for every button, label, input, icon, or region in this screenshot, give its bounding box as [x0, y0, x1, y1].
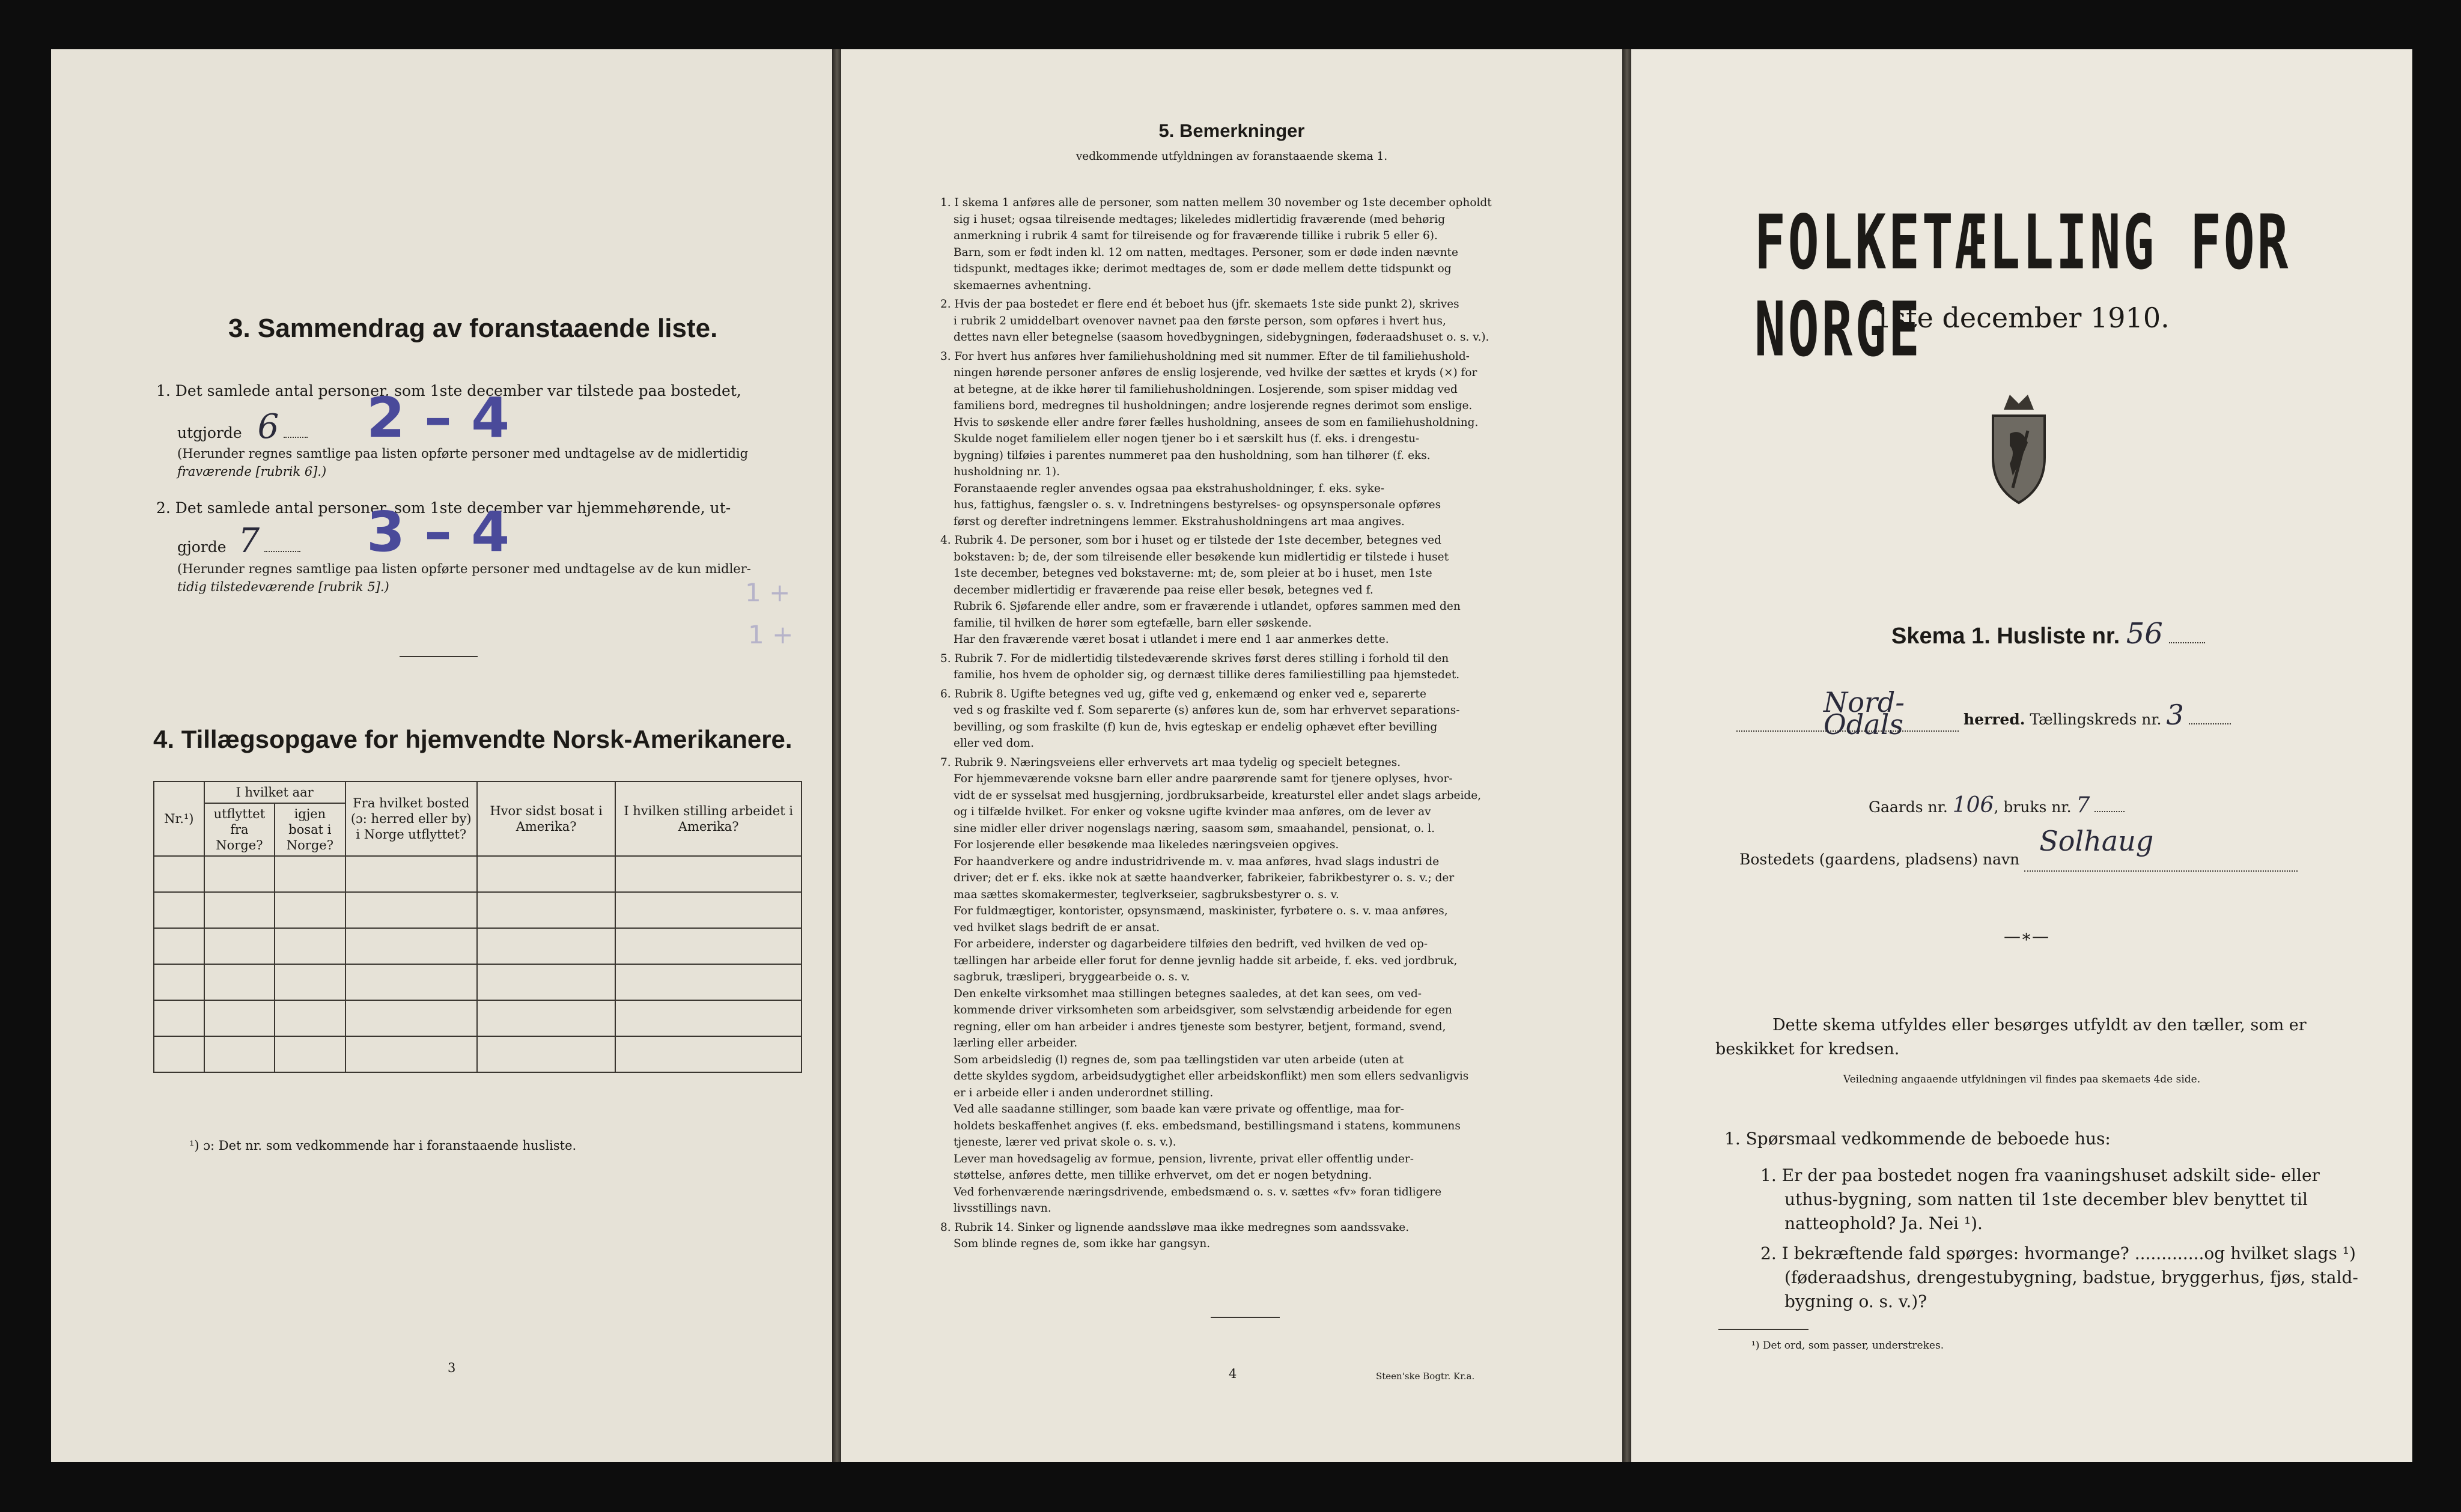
divider — [1718, 1329, 1808, 1330]
remark-line: Har den fraværende været bosat i utlandet i mere end 1 aar anmerkes dette. — [954, 633, 1389, 646]
table-row — [154, 928, 802, 964]
remark-line: bevilling, og som fraskilte (f) kun de, hvis egteskap er endelig ophævet efter bevilling — [954, 720, 1438, 733]
krets-label: Tællingskreds nr. — [2030, 711, 2162, 728]
item2-value-ink: 7 — [238, 521, 260, 560]
remark-line: 2. Hvis der paa bostedet er flere end ét beboet hus (jfr. skemaets 1ste side punkt 2), skrives — [940, 298, 1459, 311]
remark-line: 7. Rubrik 9. Næringsveiens eller erhvervets art maa tydelig og specielt betegnes. — [940, 756, 1401, 769]
herred-label: herred. — [1963, 711, 2025, 728]
remark-line: kommende driver virksomheten som arbeidsgiver, som selvstændig arbeidende for egen — [954, 1004, 1452, 1016]
gaards-value: 106 — [1952, 793, 1994, 818]
margin-pencil-1: 1 + — [745, 578, 791, 607]
remark-line: Hvis to søskende eller andre fører fælles husholdning, ansees de som en familiehusholdning. — [954, 416, 1479, 429]
divider — [1211, 1317, 1280, 1318]
q1-line-1: 1. Er der paa bostedet nogen fra vaaningshuset adskilt side- eller — [1760, 1165, 2320, 1185]
remark-line: Ved alle saadanne stillinger, som baade kan være private og offentlige, maa for- — [954, 1103, 1404, 1116]
remark-line: bygning) tilføies i parentes nummeret paa den husholdning, som han tilhører (f. eks. — [954, 449, 1431, 462]
table-row — [154, 856, 802, 892]
item1-label: utgjorde — [177, 424, 242, 442]
remark-line: december midlertidig er fraværende paa reise eller besøk, betegnes ved f. — [954, 583, 1373, 597]
item2-label: gjorde — [177, 538, 227, 556]
remark-line: at betegne, at de ikke hører til familiehusholdningen. Losjerende, som spiser middag ved — [954, 383, 1458, 396]
remark-line: holdets beskaffenhet angives (f. eks. embedsmand, bestillingsmand i statens, kommunens — [954, 1119, 1461, 1132]
remark-line: støttelse, anføres dette, men tillike erhvervet, om det er nogen betydning. — [954, 1169, 1372, 1182]
remark-line: vidt de er sysselsat med husgjerning, jordbruksarbeide, kreaturstel eller andet slags arbeide, — [954, 789, 1482, 802]
page-fold — [1622, 49, 1632, 1462]
q2-line-2: (føderaadshus, drengestubygning, badstue, bryggerhus, fjøs, stald- — [1784, 1268, 2358, 1287]
remark-line: 4. Rubrik 4. De personer, som bor i huset og er tilstede der 1ste december, betegnes ved — [940, 534, 1441, 547]
census-date: 1ste december 1910. — [1874, 302, 2170, 334]
right-footnote: ¹) Det ord, som passer, understrekes. — [1751, 1340, 1944, 1352]
remark-line: lærling eller arbeider. — [954, 1037, 1078, 1049]
col-emig: utflyttet fra Norge? — [204, 803, 275, 856]
remark-line: bokstaven: b; de, der som tilreisende eller besøkende kun midlertidig er tilstede i huset — [954, 550, 1449, 563]
margin-pencil-2: 1 + — [748, 620, 794, 649]
remark-line: 3. For hvert hus anføres hver familiehusholdning med sit nummer. Efter de til familiehushold- — [940, 350, 1470, 363]
remark-line: 5. Rubrik 7. For de midlertidig tilstedeværende skrives først deres stilling i forhold til den — [940, 652, 1449, 665]
remark-line: livsstillings navn. — [954, 1202, 1051, 1215]
remark-line: 1ste december, betegnes ved bokstaverne: mt; de, som pleier at bo i huset, men 1ste — [954, 567, 1432, 580]
remark-line: tidspunkt, medtages ikke; derimot medtages de, som er døde mellem dette tidspunkt og — [954, 263, 1452, 275]
bosted-value: Solhaug — [2039, 825, 2154, 857]
remark-line: Foranstaaende regler anvendes ogsaa paa ekstrahusholdninger, f. eks. syke- — [954, 482, 1385, 495]
remark-line: Som arbeidsledig (l) regnes de, som paa tællingstiden var uten arbeide (uten at — [954, 1053, 1404, 1066]
remark-line: ved hvilket slags bedrift de er ansat. — [954, 921, 1160, 934]
page-number-4: 4 — [1229, 1367, 1237, 1381]
bruks-label: , bruks nr. — [1994, 798, 2072, 816]
remark-line: maa sættes skomakermester, teglverkseier, sagbruksbestyrer o. s. v. — [954, 888, 1339, 901]
schema-label: Skema 1. Husliste nr. — [1891, 624, 2120, 649]
col-group: I hvilket aar — [204, 782, 345, 803]
col-where: Hvor sidst bosat i Amerika? — [477, 782, 616, 856]
schema-value: 56 — [2126, 617, 2163, 651]
remark-line: 6. Rubrik 8. Ugifte betegnes ved ug, gifte ved g, enkemænd og enker ved e, separerte — [940, 687, 1426, 700]
intro-line-2: beskikket for kredsen. — [1715, 1040, 1900, 1058]
remark-line: Skulde noget familielem eller nogen tjener bo i et særskilt hus (f. eks. i drengestu- — [954, 433, 1420, 445]
item2-value-pencil: 3 – 4 — [367, 500, 510, 564]
remark-line: anmerkning i rubrik 4 samt for tilreisende og for fraværende tillike i rubrik 5 eller 6). — [954, 229, 1438, 242]
remark-line: dettes navn eller betegnelse (saasom hovedbygningen, sidebygningen, føderaadshuset o. s. v.). — [954, 331, 1489, 344]
census-title: FOLKETÆLLING FOR NORGE — [1754, 199, 2291, 374]
remark-line: Den enkelte virksomhet maa stillingen betegnes saaledes, at det kan sees, om ved- — [954, 987, 1422, 1000]
printer-mark: Steen'ske Bogtr. Kr.a. — [1376, 1371, 1475, 1382]
page-number-3: 3 — [448, 1361, 456, 1375]
bemerkninger-heading: 5. Bemerkninger — [1158, 120, 1305, 141]
middle-page — [841, 49, 1622, 1462]
remark-line: familie, hos hvem de opholder sig, og dernæst tillike deres familiestilling paa hjemstedet. — [954, 669, 1460, 681]
remark-line: driver; det er f. eks. ikke nok at sætte haandverker, fabrikeier, fabrikbestyrer o. s. v.; der — [954, 872, 1455, 884]
bosted-label: Bostedets (gaardens, pladsens) navn — [1739, 851, 2020, 868]
remark-line: Lever man hovedsagelig av formue, pension, livrente, privat eller offentlig under- — [954, 1152, 1414, 1165]
remark-line: og i tilfælde hvilket. For enker og voksne ugifte kvinder maa anføres, om de lever av — [954, 806, 1431, 818]
intro-note: Veiledning angaaende utfyldningen vil findes paa skemaets 4de side. — [1843, 1073, 2201, 1085]
q1-line-3: natteophold? Ja. Nei ¹). — [1784, 1213, 1983, 1233]
remark-line: 8. Rubrik 14. Sinker og lignende aandssløve maa ikke medregnes som aandssvake. — [940, 1221, 1410, 1234]
remark-line: ningen hørende personer anføres de enslig losjerende, ved hvilke der sættes et kryds (×) for — [954, 366, 1477, 379]
q2-line-1: 2. I bekræftende fald spørges: hvormange? .............og hvilket slags ¹) — [1760, 1243, 2356, 1263]
remark-line: skemaernes avhentning. — [954, 279, 1092, 292]
remark-line: sig i huset; ogsaa tilreisende medtages; likeledes midlertidig fraværende (med behørig — [954, 213, 1446, 226]
remark-line: hus, fattighus, fængsler o. s. v. Indretningens bestyrelses- og opsynspersonale opføres — [954, 499, 1441, 511]
item1-value-ink: 6 — [257, 407, 279, 446]
remark-line: For arbeidere, inderster og dagarbeidere tilføies den bedrift, ved hvilken de ved op- — [954, 938, 1428, 950]
table-row — [154, 1036, 802, 1072]
col-from: Fra hvilket bosted (ɔ: herred eller by) i Norge utflyttet? — [345, 782, 477, 856]
intro-line-1: Dette skema utfyldes eller besørges utfyldt av den tæller, som er — [1772, 1016, 2307, 1034]
col-return: igjen bosat i Norge? — [275, 803, 345, 856]
norsk-amerikanere-table — [153, 781, 802, 1073]
section3-item2: 2. Det samlede antal personer, som 1ste december var hjemmehørende, ut- — [156, 499, 731, 517]
remark-line: sagbruk, træsliperi, bryggearbeide o. s. v. — [954, 971, 1190, 983]
remark-line: Ved forhenværende næringsdrivende, embedsmænd o. s. v. sættes «fv» foran tidligere — [954, 1185, 1442, 1198]
section3-item1: 1. Det samlede antal personer, som 1ste december var tilstede paa bostedet, — [156, 382, 741, 399]
remark-line: regning, eller om han arbeider i andres tjeneste som bestyrer, betjent, formand, svend, — [954, 1020, 1446, 1033]
bemerkninger-subheading: vedkommende utfyldningen av foranstaaende skema 1. — [1075, 150, 1388, 163]
questions-heading: 1. Spørsmaal vedkommende de beboede hus: — [1724, 1129, 2111, 1149]
q2-line-3: bygning o. s. v.)? — [1784, 1292, 1927, 1311]
remark-line: Rubrik 6. Sjøfarende eller andre, som er fraværende i utlandet, opføres sammen med den — [954, 600, 1461, 613]
norwegian-coat-of-arms-icon — [1986, 386, 2052, 506]
item1-note-2: fraværende [rubrik 6].) — [177, 464, 327, 479]
section4-footnote: ¹) ɔ: Det nr. som vedkommende har i foranstaaende husliste. — [189, 1138, 577, 1153]
q1-line-2: uthus-bygning, som natten til 1ste december blev benyttet til — [1784, 1189, 2308, 1209]
remark-line: For hjemmeværende voksne barn eller andre paarørende samt for tjenere oplyses, hvor- — [954, 773, 1453, 785]
remark-line: i rubrik 2 umiddelbart ovenover navnet paa den første person, som opføres i hvert hus, — [954, 314, 1446, 327]
divider — [400, 656, 478, 657]
remark-line: 1. I skema 1 anføres alle de personer, som natten mellem 30 november og 1ste december opholdt — [940, 196, 1492, 209]
table-row — [154, 892, 802, 928]
right-page — [1631, 49, 2412, 1462]
remark-line: er i arbeide eller i anden underordnet stilling. — [954, 1086, 1214, 1099]
item1-value-pencil: 2 – 4 — [367, 386, 510, 450]
col-job: I hvilken stilling arbeidet i Amerika? — [615, 782, 802, 856]
krets-value: 3 — [2166, 699, 2184, 731]
remark-line: dette skyldes sygdom, arbeidsudygtighet eller arbeidskonflikt) men som ellers sedvanligvis — [954, 1070, 1469, 1082]
remark-line: For haandverkere og andre industridrivende m. v. maa anføres, hvad slags industri de — [954, 855, 1440, 868]
remark-line: Barn, som er født inden kl. 12 om natten, medtages. Personer, som er døde inden nævnte — [954, 246, 1458, 259]
table-row — [154, 964, 802, 1000]
remark-line: For fuldmægtiger, kontorister, opsynsmænd, maskinister, fyrbøtere o. s. v. maa anføres, — [954, 905, 1448, 917]
bruks-value: 7 — [2076, 793, 2090, 818]
remark-line: Som blinde regnes de, som ikke har gangsyn. — [954, 1237, 1211, 1250]
page-fold — [832, 49, 842, 1462]
remark-line: husholdning nr. 1). — [954, 466, 1060, 478]
ornament-divider: —∗— — [2004, 926, 2049, 946]
section4-heading: 4. Tillægsopgave for hjemvendte Norsk-Amerikanere. — [153, 725, 792, 753]
remark-line: tællingen har arbeide eller forut for denne jevnlig hadde sit arbeide, f. eks. ved jordbruk, — [954, 954, 1458, 967]
herred-value: Nord-Odals — [1824, 686, 1905, 741]
remark-line: ved s og fraskilte ved f. Som separerte (s) anføres kun de, som har erhvervet separations- — [954, 704, 1460, 717]
remark-line: familiens bord, medregnes til husholdningen; andre losjerende regnes derimot som enslige. — [954, 399, 1473, 412]
remark-line: eller ved dom. — [954, 737, 1034, 750]
item2-note-2: tidig tilstedeværende [rubrik 5].) — [177, 580, 389, 594]
item1-note-1: (Herunder regnes samtlige paa listen opførte personer med undtagelse av de midlertidig — [177, 446, 749, 461]
section3-heading: 3. Sammendrag av foranstaaende liste. — [228, 314, 718, 343]
table-row — [154, 1000, 802, 1036]
item2-note-1: (Herunder regnes samtlige paa listen opførte personer med undtagelse av de kun midler- — [177, 562, 751, 576]
remark-line: familie, til hvilken de hører som egtefælle, barn eller søskende. — [954, 616, 1312, 630]
left-page — [51, 49, 832, 1462]
col-nr: Nr.¹) — [154, 782, 204, 856]
gaards-label: Gaards nr. — [1869, 798, 1948, 816]
bemerkninger-text — [940, 192, 1559, 1252]
remark-line: sine midler eller driver nogenslags næring, saasom søm, smaahandel, pensionat, o. l. — [954, 822, 1435, 835]
remark-line: først og derefter indretningens lemmer. Ekstrahusholdningens art maa angives. — [954, 515, 1405, 528]
remark-line: tjeneste, lærer ved privat skole o. s. v.). — [954, 1136, 1176, 1149]
remark-line: For losjerende eller besøkende maa likeledes næringsveien opgives. — [954, 839, 1339, 851]
